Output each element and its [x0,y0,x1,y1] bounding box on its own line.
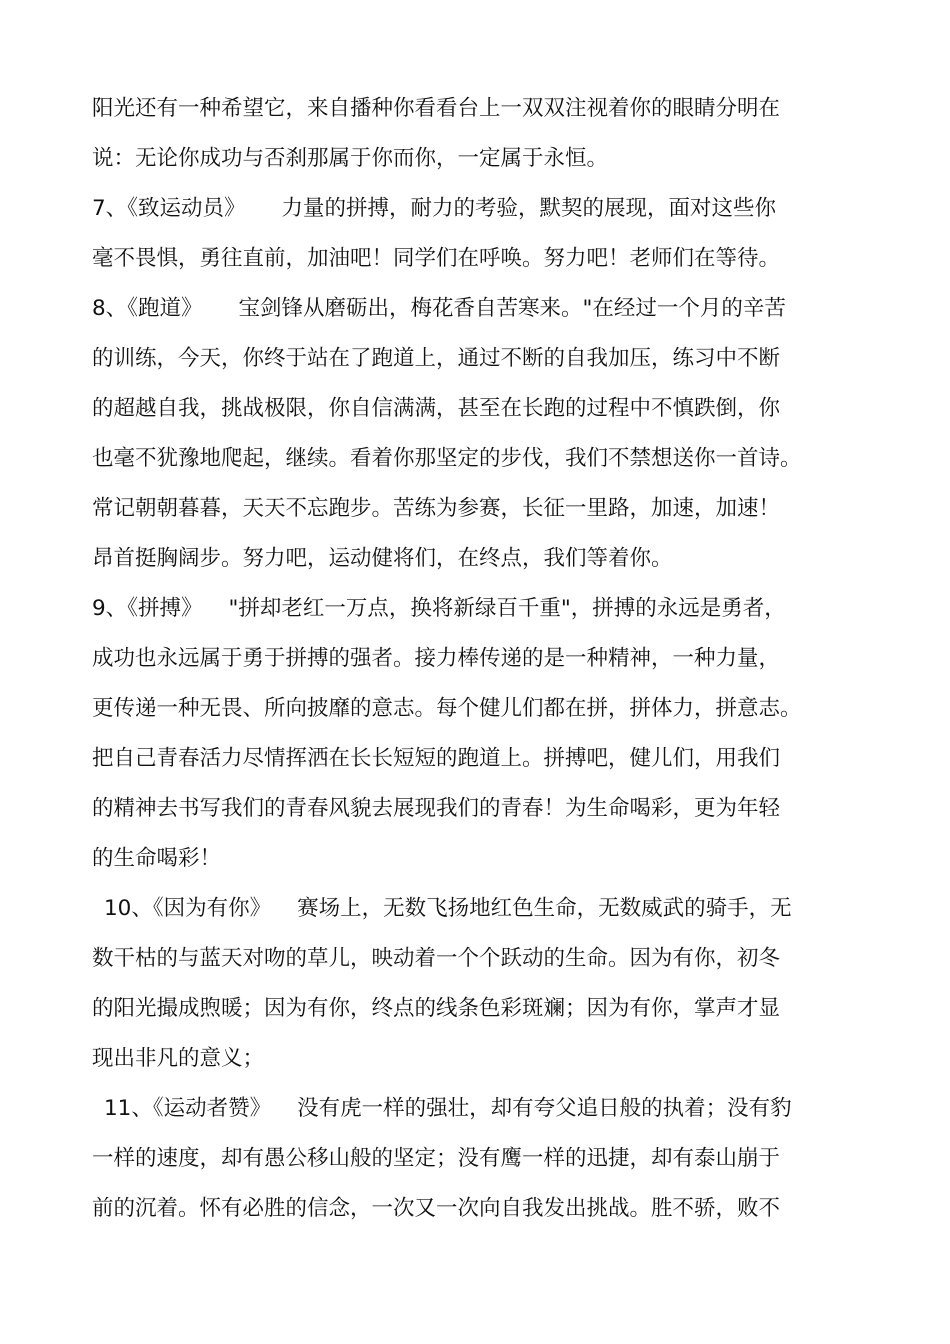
item-11-heading-line [104,1084,884,1134]
text-line: 说：无论你成功与否刹那属于你而你，一定属于永恒。 [92,146,609,171]
item-title: 《因为有你》 [152,896,272,921]
text-line: 常记朝朝暮暮，天天不忘跑步。苦练为参赛，长征一里路，加速，加速！ [92,496,781,521]
item-text: 力量的拼搏，耐力的考验，默契的展现，面对这些你 [281,196,776,221]
item-title: 《跑道》 [127,296,203,321]
item-title: 《致运动员》 [127,196,246,221]
item-8-heading-line [92,284,872,334]
text-line: 的生命喝彩！ [92,846,222,871]
item-text: "拼却老红一万点，换将新绿百千重"，拼搏的永远是勇者， [228,596,786,621]
item-number: 11、 [104,1096,153,1121]
text-line: 一样的速度，却有愚公移山般的坚定；没有鹰一样的迅捷，却有泰山崩于 [92,1146,781,1171]
text-line: 也毫不犹豫地爬起，继续。看着你那坚定的步伐，我们不禁想送你一首诗。 [92,446,802,471]
text-line: 更传递一种无畏、所向披靡的意志。每个健儿们都在拼，拼体力，拼意志。 [92,696,802,721]
text-line: 的阳光撮成煦暖；因为有你，终点的线条色彩斑斓；因为有你，掌声才显 [92,996,781,1021]
item-10-heading-line [104,884,884,934]
text-line: 把自己青春活力尽情挥洒在长长短短的跑道上。拼搏吧，健儿们，用我们 [92,746,781,771]
item-text: 没有虎一样的强壮，却有夸父追日般的执着；没有豹 [297,1096,792,1121]
text-line: 昂首挺胸阔步。努力吧，运动健将们，在终点，我们等着你。 [92,546,673,571]
text-line: 阳光还有一种希望它，来自播种你看看台上一双双注视着你的眼睛分明在 [92,96,781,121]
text-line: 现出非凡的意义； [92,1046,265,1071]
item-text: 宝剑锋从磨砺出，梅花香自苦寒来。"在经过一个月的辛苦 [238,296,786,321]
text-line: 数干枯的与蓝天对吻的草儿，映动着一个个跃动的生命。因为有你，初冬 [92,946,781,971]
item-title: 《拼搏》 [127,596,203,621]
text-line: 前的沉着。怀有必胜的信念，一次又一次向自我发出挑战。胜不骄，败不 [92,1196,781,1221]
text-line: 的训练，今天，你终于站在了跑道上，通过不断的自我加压，练习中不断 [92,346,781,371]
item-title: 《运动者赞》 [152,1096,272,1121]
item-number: 9、 [92,596,128,621]
text-line: 毫不畏惧，勇往直前，加油吧！同学们在呼唤。努力吧！老师们在等待。 [92,246,781,271]
item-number: 8、 [92,296,128,321]
text-line: 成功也永远属于勇于拼搏的强者。接力棒传递的是一种精神，一种力量， [92,646,781,671]
item-number: 7、 [92,196,128,221]
item-text: 赛场上，无数飞扬地红色生命，无数威武的骑手，无 [297,896,792,921]
text-line: 的超越自我，挑战极限，你自信满满，甚至在长跑的过程中不慎跌倒，你 [92,396,781,421]
item-9-heading-line [92,584,872,634]
item-7-heading-line [92,184,872,234]
text-line: 的精神去书写我们的青春风貌去展现我们的青春！为生命喝彩，更为年轻 [92,796,781,821]
item-number: 10、 [104,896,153,921]
